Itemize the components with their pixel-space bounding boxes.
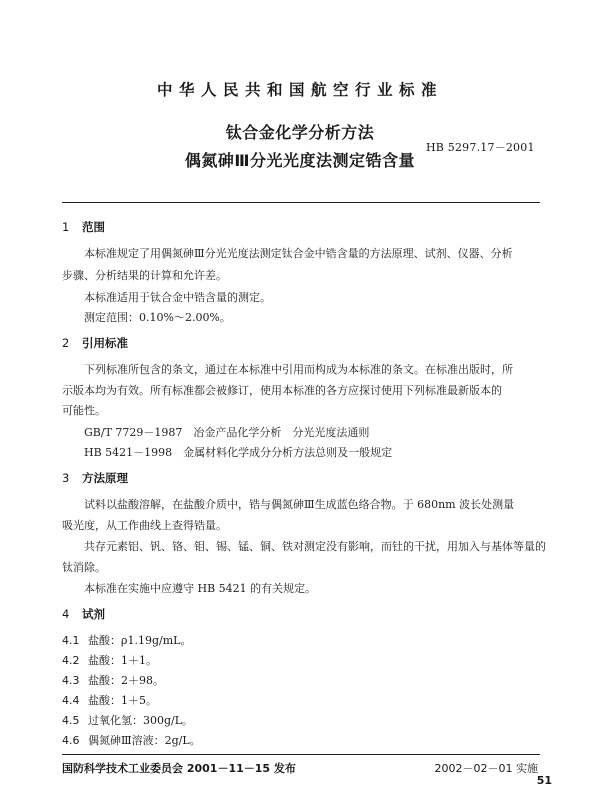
footer-divider (62, 754, 540, 755)
reagent-text: 偶氮砷Ⅲ溶液：2g/L。 (88, 734, 201, 747)
reagent-number: 4.2 (62, 654, 80, 667)
reagent-number: 4.1 (62, 634, 80, 647)
section-1-paragraph-3: 测定范围：0.10%～2.00%。 (84, 311, 231, 324)
document-title-line1: 钛合金化学分析方法 (225, 123, 375, 142)
reagent-item (62, 652, 157, 668)
section-2-paragraph-line-2: 示版本均为有效。所有标准都会被修订，使用本标准的各方应探讨使用下列标准最新版本的 (62, 384, 502, 397)
section-3-paragraph-1-line-1: 试料以盐酸溶解，在盐酸介质中，锆与偶氮砷Ⅲ生成蓝色络合物。于 680nm 波长处测量 (84, 498, 515, 511)
section-title: 引用标准 (82, 336, 128, 350)
effective-date: 2002－02－01 实施 (434, 762, 538, 775)
reagent-item (62, 672, 164, 688)
section-number: 4 (62, 607, 70, 621)
issuing-category-header: 中华人民共和国航空行业标准 (156, 81, 443, 99)
section-3-paragraph-1-line-2: 吸光度，从工作曲线上查得锆量。 (62, 519, 227, 532)
section-number: 1 (62, 220, 70, 234)
document-title-line2: 偶氮砷Ⅲ分光光度法测定锆含量 (184, 151, 416, 170)
section-4-heading (62, 606, 105, 622)
reagent-number: 4.6 (62, 734, 80, 747)
section-2-paragraph-line-3: 可能性。 (62, 404, 106, 417)
section-1-paragraph-2: 本标准适用于钛合金中锆含量的测定。 (84, 291, 271, 304)
standard-number: HB 5297.17－2001 (426, 141, 535, 154)
reagent-text: 盐酸：1＋1。 (88, 654, 157, 667)
section-1-paragraph-1-line-2: 步骤、分析结果的计算和允许差。 (62, 269, 227, 282)
section-3-paragraph-2-line-2: 钛消除。 (62, 561, 106, 574)
reagent-number: 4.5 (62, 714, 80, 727)
section-number: 2 (62, 336, 70, 350)
section-3-paragraph-2-line-1: 共存元素铝、钒、铬、钼、锡、锰、铜、铁对测定没有影响，而钍的干扰，用加入与基体等量的 (84, 540, 546, 553)
section-number: 3 (62, 471, 70, 485)
reagent-text: 过氧化氢：300g/L。 (88, 714, 194, 727)
reagent-item (62, 712, 193, 728)
page-number: 51 (536, 774, 552, 787)
reagent-text: 盐酸：1＋5。 (88, 694, 157, 707)
section-2-heading (62, 335, 128, 351)
reagent-item (62, 692, 157, 708)
reagent-text: 盐酸：ρ1.19g/mL。 (88, 634, 192, 647)
reagent-number: 4.3 (62, 674, 80, 687)
section-title: 方法原理 (82, 471, 128, 485)
reagent-item (62, 632, 191, 648)
reagent-text: 盐酸：2＋98。 (88, 674, 164, 687)
section-title: 试剂 (82, 607, 105, 621)
section-3-paragraph-3: 本标准在实施中应遵守 HB 5421 的有关规定。 (84, 582, 317, 595)
reagent-number: 4.4 (62, 694, 80, 707)
section-1-paragraph-1-line-1: 本标准规定了用偶氮砷Ⅲ分光光度法测定钛合金中锆含量的方法原理、试剂、仪器、分析 (84, 247, 513, 260)
section-title: 范围 (82, 220, 105, 234)
section-3-heading (62, 470, 128, 486)
reference-standard-1: GB/T 7729－1987 冶金产品化学分析 分光光度法通则 (84, 426, 370, 439)
issue-date: 国防科学技术工业委员会 2001－11－15 发布 (62, 762, 296, 775)
reference-standard-2: HB 5421－1998 金属材料化学成分分析方法总则及一般规定 (84, 446, 393, 459)
header-divider (62, 202, 540, 203)
reagent-item (62, 732, 201, 748)
section-2-paragraph-line-1: 下列标准所包含的条文，通过在本标准中引用而构成为本标准的条文。在标准出版时，所 (84, 363, 513, 376)
section-1-heading (62, 219, 105, 235)
